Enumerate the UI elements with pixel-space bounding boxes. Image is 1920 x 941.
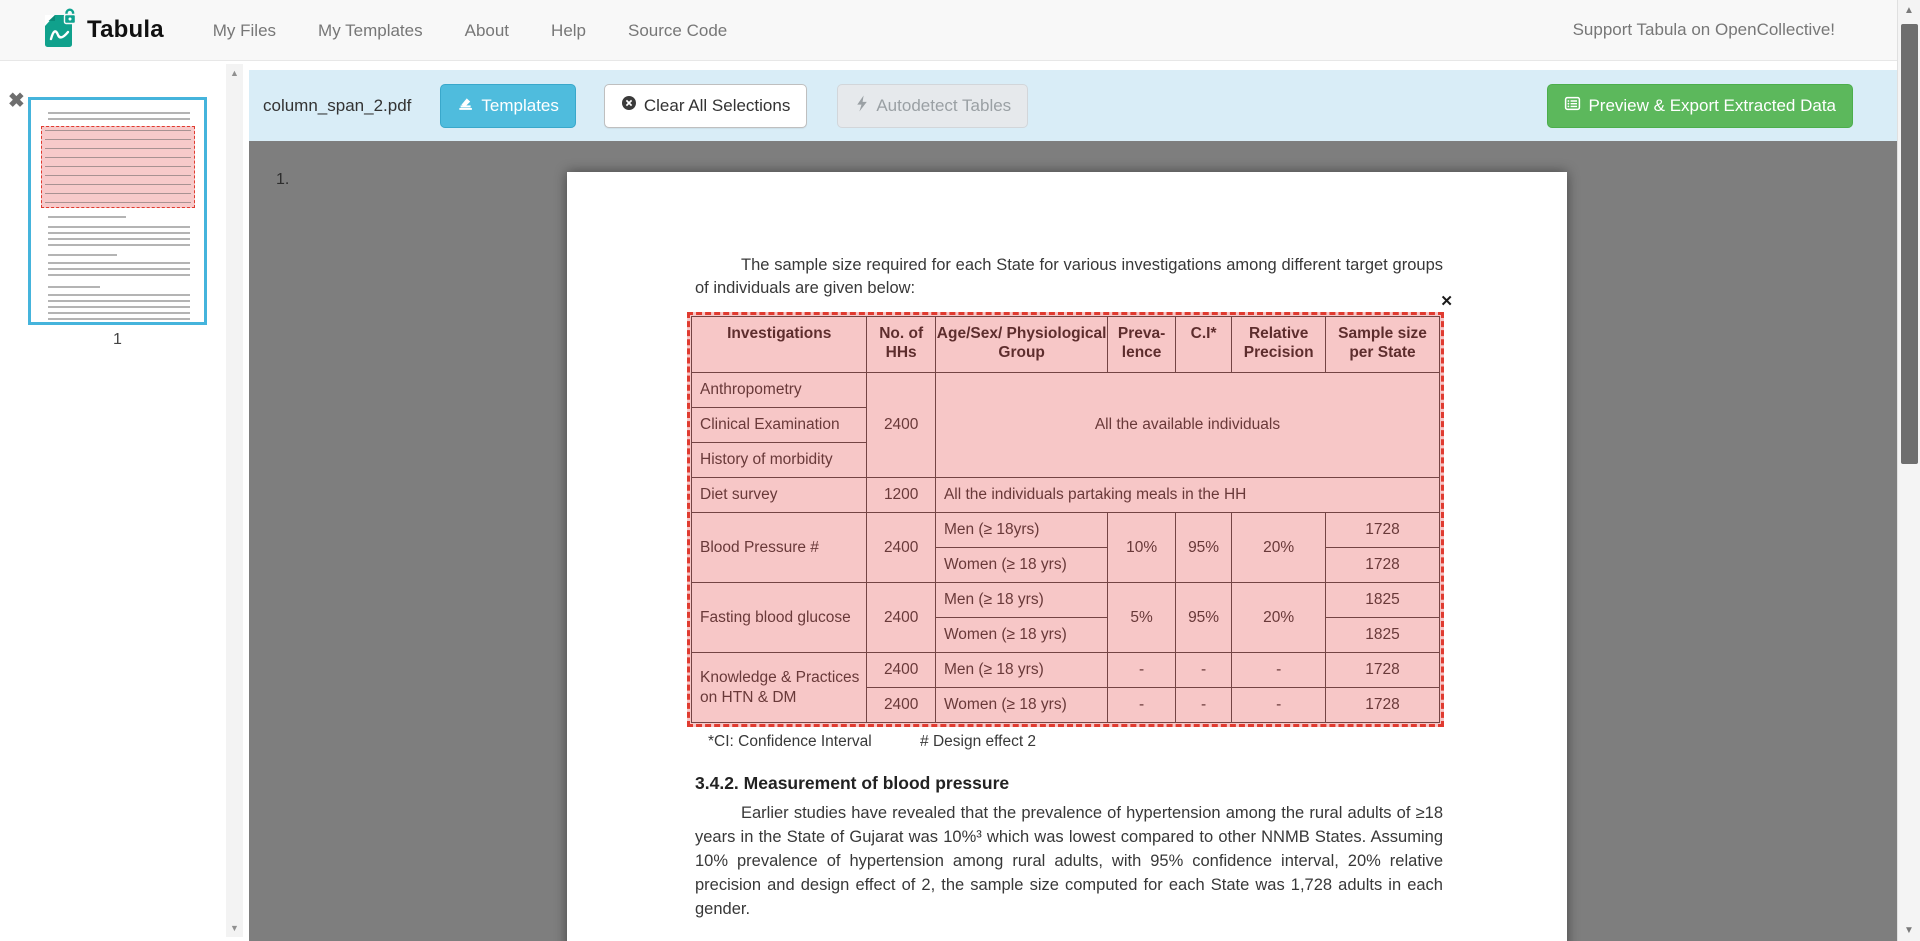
tabula-logo-icon [42,8,78,53]
table-cell: Men (≥ 18yrs) [935,513,1107,548]
support-link[interactable]: Support Tabula on OpenCollective! [1572,20,1835,39]
nav-item-my-files[interactable]: My Files [212,20,277,40]
table-cell: 1728 [1326,653,1440,688]
footnote-design-effect: # Design effect 2 [920,733,1037,750]
selection-overlay[interactable] [687,312,1444,727]
table-header-cell: Age/Sex/ Physiological Group [935,317,1107,373]
table-cell: All the available individuals [935,373,1439,478]
templates-button[interactable] [440,84,575,128]
table-cell: 1728 [1326,688,1440,723]
scroll-up-icon[interactable]: ▲ [230,68,239,78]
nav-item-about[interactable]: About [464,20,510,40]
table-cell: Women (≥ 18 yrs) [935,618,1107,653]
mini-text-lines [48,226,190,248]
table-cell: - [1108,688,1176,723]
mini-selection-box [41,126,195,208]
mini-text-lines [48,112,190,120]
export-button-label: Preview & Export Extracted Data [1588,95,1836,115]
document-toolbar [249,70,1897,141]
page-thumbnail[interactable] [28,97,207,325]
section-heading: 3.4.2. Measurement of blood pressure [695,773,1010,793]
table-cell: 2400 [867,583,936,653]
table-header-cell: No. of HHs [867,317,936,373]
thumbnail-page-number: 1 [113,331,122,348]
table-cell: 95% [1175,583,1231,653]
mini-text-lines [48,262,190,280]
table-cell: Men (≥ 18 yrs) [935,653,1107,688]
thumbnail-close-icon[interactable]: ✖ [8,90,25,112]
table-cell: All the individuals partaking meals in the HH [935,478,1439,513]
table-selection-region [691,293,1453,723]
nav-item-my-templates[interactable]: My Templates [318,20,423,40]
table-cell: - [1175,653,1231,688]
table-cell: 2400 [867,513,936,583]
document-intro-text: The sample size required for each State for various investigations among different target groups of individuals are given below: [695,256,1443,297]
table-cell: 1825 [1326,583,1440,618]
mini-text-lines [48,216,126,220]
table-cell: Women (≥ 18 yrs) [935,548,1107,583]
table-header-cell: Investigations [692,317,867,373]
table-cell: Fasting blood glucose [692,583,867,653]
table-cell: Clinical Examination [692,408,867,443]
table-cell: 20% [1232,513,1326,583]
scroll-up-icon[interactable]: ▲ [1904,5,1914,16]
document-paragraph: Earlier studies have revealed that the prevalence of hypertension among the rural adults of ≥18 years in the State of Gujarat was 10%³ which was lowest compared to other NNMB States. Assuming 10% prevalence of hypertension among rural adults, with 95% confidence interval, 20% relative precision and design effect of 2, the sample size computed for each State was 1,728 adults in each gender. [695,804,1443,918]
table-header-cell: Sample size per State [1326,317,1440,373]
list-alt-icon [1564,95,1581,117]
nav-item-help[interactable]: Help [551,20,587,40]
table-cell: 2400 [867,688,936,723]
table-cell: 95% [1175,513,1231,583]
scroll-down-icon[interactable]: ▼ [230,923,239,933]
table-header-cell: Relative Precision [1232,317,1326,373]
document-filename: column_span_2.pdf [263,95,412,115]
table-header-cell: C.I* [1175,317,1231,373]
table-cell: - [1175,688,1231,723]
brand-name: Tabula [87,16,164,43]
top-navbar [0,0,1897,61]
templates-button-label: Templates [481,95,559,115]
table-cell: Diet survey [692,478,867,513]
table-cell: - [1232,653,1326,688]
thumbnail-sidebar [0,61,249,941]
table-cell: 2400 [867,653,936,688]
autodetect-tables-button[interactable] [837,84,1028,128]
table-cell: 20% [1232,583,1326,653]
table-cell: 1200 [867,478,936,513]
table-header-cell: Preva- lence [1108,317,1176,373]
window-scrollbar[interactable] [1897,0,1920,941]
lightning-bolt-icon [854,95,869,117]
table-cell: Anthropometry [692,373,867,408]
template-stamp-icon [457,95,474,117]
table-cell: Men (≥ 18 yrs) [935,583,1107,618]
mini-text-lines [48,294,190,320]
mini-text-lines [48,286,100,290]
clear-all-selections-button[interactable] [604,84,807,128]
table-cell: 1728 [1326,548,1440,583]
remove-circle-icon [621,95,637,116]
nav-links [192,0,748,60]
mini-table-lines [45,130,191,204]
autodetect-button-label: Autodetect Tables [876,95,1012,115]
table-cell: History of morbidity [692,443,867,478]
preview-export-button[interactable] [1547,84,1853,128]
table-cell: Knowledge & Practices on HTN & DM [692,653,867,723]
selection-close-icon[interactable]: ✕ [1440,293,1453,310]
table-cell: - [1108,653,1176,688]
table-cell: 2400 [867,373,936,478]
table-cell: 10% [1108,513,1176,583]
table-cell: 1728 [1326,513,1440,548]
table-cell: Blood Pressure # [692,513,867,583]
table-cell: 1825 [1326,618,1440,653]
scroll-down-icon[interactable]: ▼ [1904,925,1914,936]
nav-item-source-code[interactable]: Source Code [628,20,728,40]
page-number-annotation: 1. [276,171,290,188]
scrollbar-thumb[interactable] [1901,24,1918,464]
clear-button-label: Clear All Selections [643,95,791,115]
mini-text-lines [48,254,117,258]
pdf-page[interactable] [567,172,1567,941]
sidebar-scrollbar[interactable] [226,64,243,937]
footnote-ci: *CI: Confidence Interval [708,733,872,750]
table-cell: - [1232,688,1326,723]
brand-link[interactable] [42,8,164,53]
table-cell: Women (≥ 18 yrs) [935,688,1107,723]
table-footnote [708,733,1036,751]
table-cell: 5% [1108,583,1176,653]
pdf-canvas-area [249,141,1897,941]
